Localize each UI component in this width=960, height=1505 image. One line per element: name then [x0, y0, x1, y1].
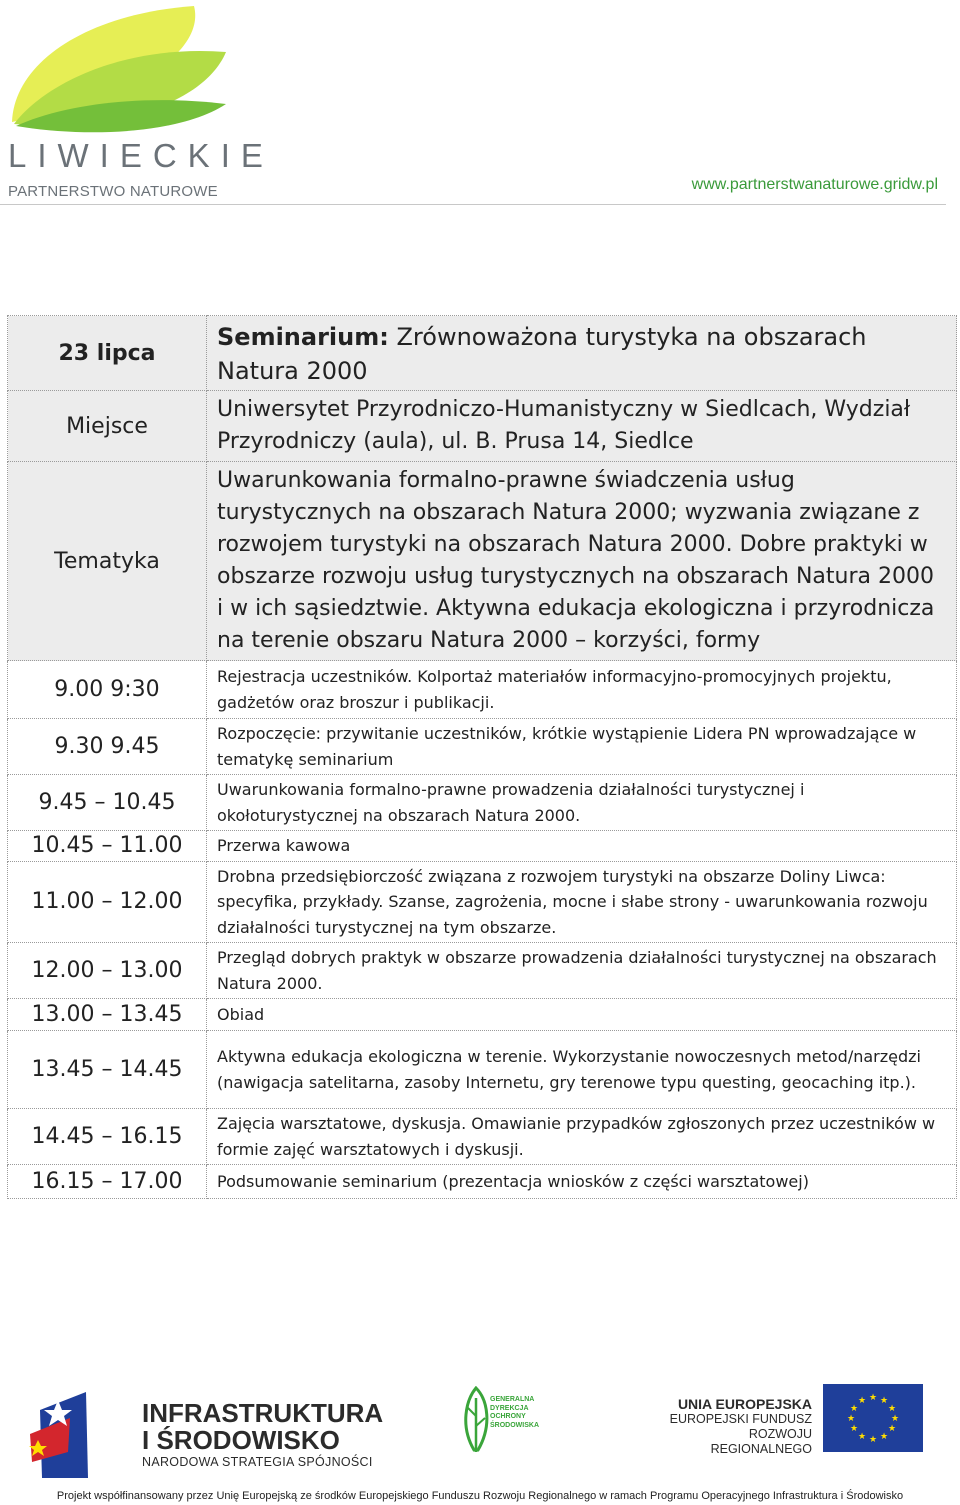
gdos-name: GENERALNA DYREKCJA OCHRONY ŚRODOWISKA [490, 1396, 539, 1429]
time-cell: 14.45 – 16.15 [8, 1109, 207, 1165]
activity-cell: Przerwa kawowa [207, 831, 957, 862]
table-row-topic [8, 462, 957, 661]
svg-text:★: ★ [868, 1393, 878, 1403]
activity-cell: Rozpoczęcie: przywitanie uczestników, krótkie wystąpienie Lidera PN wprowadzające w tematykę seminarium [207, 719, 957, 775]
svg-text:★: ★ [857, 1432, 867, 1442]
table-row [8, 831, 957, 862]
is-title-line1: INFRASTRUKTURA [142, 1398, 384, 1428]
table-row [8, 775, 957, 831]
table-row [8, 999, 957, 1031]
activity-cell: Aktywna edukacja ekologiczna w terenie. Wykorzystanie nowoczesnych metod/narzędzi (nawigacja satelitarna, zasoby Internetu, gry terenowe typu questing, geocaching itp.). [207, 1031, 957, 1109]
activity-cell: Obiad [207, 999, 957, 1031]
svg-text:★: ★ [879, 1396, 889, 1406]
cofinancing-note: Projekt współfinansowany przez Unię Europejską ze środków Europejskiego Funduszu Rozwoju Regionalnego w ramach Programu Operacyjnego Infrastruktura i Środowisko [56, 1490, 904, 1502]
eu-fund-line2: ROZWOJU REGIONALNEGO [710, 1427, 812, 1456]
activity-cell: Zajęcia warsztatowe, dyskusja. Omawianie przypadków zgłoszonych przez uczestników w formie zajęć warsztatowych i dyskusji. [207, 1109, 957, 1165]
is-title-line2: I ŚRODOWISKO [142, 1425, 340, 1455]
svg-text:★: ★ [887, 1404, 897, 1414]
svg-text:★: ★ [849, 1424, 859, 1434]
table-row [8, 861, 957, 943]
svg-text:★: ★ [857, 1396, 867, 1406]
time-cell: 13.00 – 13.45 [8, 999, 207, 1031]
eu-text [646, 1396, 812, 1457]
eu-fund-line1: EUROPEJSKI FUNDUSZ [669, 1412, 812, 1426]
is-title [142, 1400, 383, 1454]
place-label: Miejsce [8, 391, 207, 462]
time-cell: 10.45 – 11.00 [8, 831, 207, 862]
activity-cell: Rejestracja uczestników. Kolportaż materiałów informacyjno-promocyjnych projektu, gadżetów oraz broszur i publikacji. [207, 661, 957, 719]
activity-cell: Podsumowanie seminarium (prezentacja wniosków z części warsztatowej) [207, 1165, 957, 1199]
time-cell: 11.00 – 12.00 [8, 861, 207, 943]
leaf-icon [4, 4, 230, 139]
table-row [8, 719, 957, 775]
logo-wordmark: LIWIECKIE [8, 137, 274, 174]
table-row [8, 1109, 957, 1165]
logo-subtitle: PARTNERSTWO NATUROWE [8, 183, 218, 200]
seminar-title [207, 316, 957, 391]
eu-name: UNIA EUROPEJSKA [677, 1396, 812, 1412]
time-cell: 12.00 – 13.00 [8, 943, 207, 999]
is-subtitle: NARODOWA STRATEGIA SPÓJNOŚCI [142, 1455, 373, 1469]
activity-cell: Uwarunkowania formalno-prawne prowadzenia działalności turystycznej i okołoturystycznej na obszarach Natura 2000. [207, 775, 957, 831]
table-row [8, 943, 957, 999]
footer-logos [0, 1370, 960, 1505]
time-cell: 13.45 – 14.45 [8, 1031, 207, 1109]
time-cell: 16.15 – 17.00 [8, 1165, 207, 1199]
svg-text:★: ★ [887, 1424, 897, 1434]
header-divider [0, 204, 946, 205]
website-link[interactable]: www.partnerstwanaturowe.gridw.pl [691, 176, 938, 193]
topic-label: Tematyka [8, 462, 207, 661]
seminar-title-lead: Seminarium: [217, 323, 389, 351]
topic-value: Uwarunkowania formalno-prawne świadczenia usług turystycznych na obszarach Natura 2000; wyzwania związane z rozwojem turystyki na obszarach Natura 2000. Dobre praktyki w obszarze rozwoju usług turystycznych na obszarach Natura 2000 i w ich sąsiedztwie. Aktywna edukacja ekologiczna i przyrodnicza na terenie obszaru Natura 2000 – korzyści, formy [207, 462, 957, 661]
date-cell: 23 lipca [8, 316, 207, 391]
table-row-title [8, 316, 957, 391]
schedule-table [7, 315, 957, 1199]
svg-text:★: ★ [890, 1414, 900, 1424]
svg-text:★: ★ [868, 1435, 878, 1445]
time-cell: 9.45 – 10.45 [8, 775, 207, 831]
svg-text:★: ★ [849, 1404, 859, 1414]
seminar-title-text: Zrównoważona turystyka na obszarach Natura 2000 [217, 323, 867, 385]
place-value: Uniwersytet Przyrodniczo-Humanistyczny w Siedlcach, Wydział Przyrodniczy (aula), ul. B. Prusa 14, Siedlce [207, 391, 957, 462]
svg-text:★: ★ [879, 1432, 889, 1442]
table-row [8, 661, 957, 719]
table-row-place [8, 391, 957, 462]
svg-text:★: ★ [846, 1414, 856, 1424]
activity-cell: Drobna przedsiębiorczość związana z rozwojem turystyki na obszarze Doliny Liwca: specyfika, przykłady. Szanse, zagrożenia, mocne i słabe strony - uwarunkowania rozwoju działalności turystycznej na tym obszarze. [207, 861, 957, 943]
infrastruktura-srodowisko-logo [28, 1378, 384, 1478]
table-row [8, 1165, 957, 1199]
time-cell: 9.30 9.45 [8, 719, 207, 775]
activity-cell: Przegląd dobrych praktyk w obszarze prowadzenia działalności turystycznej na obszarach Natura 2000. [207, 943, 957, 999]
table-row [8, 1031, 957, 1109]
eu-flag-icon [823, 1384, 923, 1452]
liwieckie-logo [4, 4, 274, 200]
time-cell: 9.00 9:30 [8, 661, 207, 719]
star-flag-icon [28, 1382, 114, 1478]
